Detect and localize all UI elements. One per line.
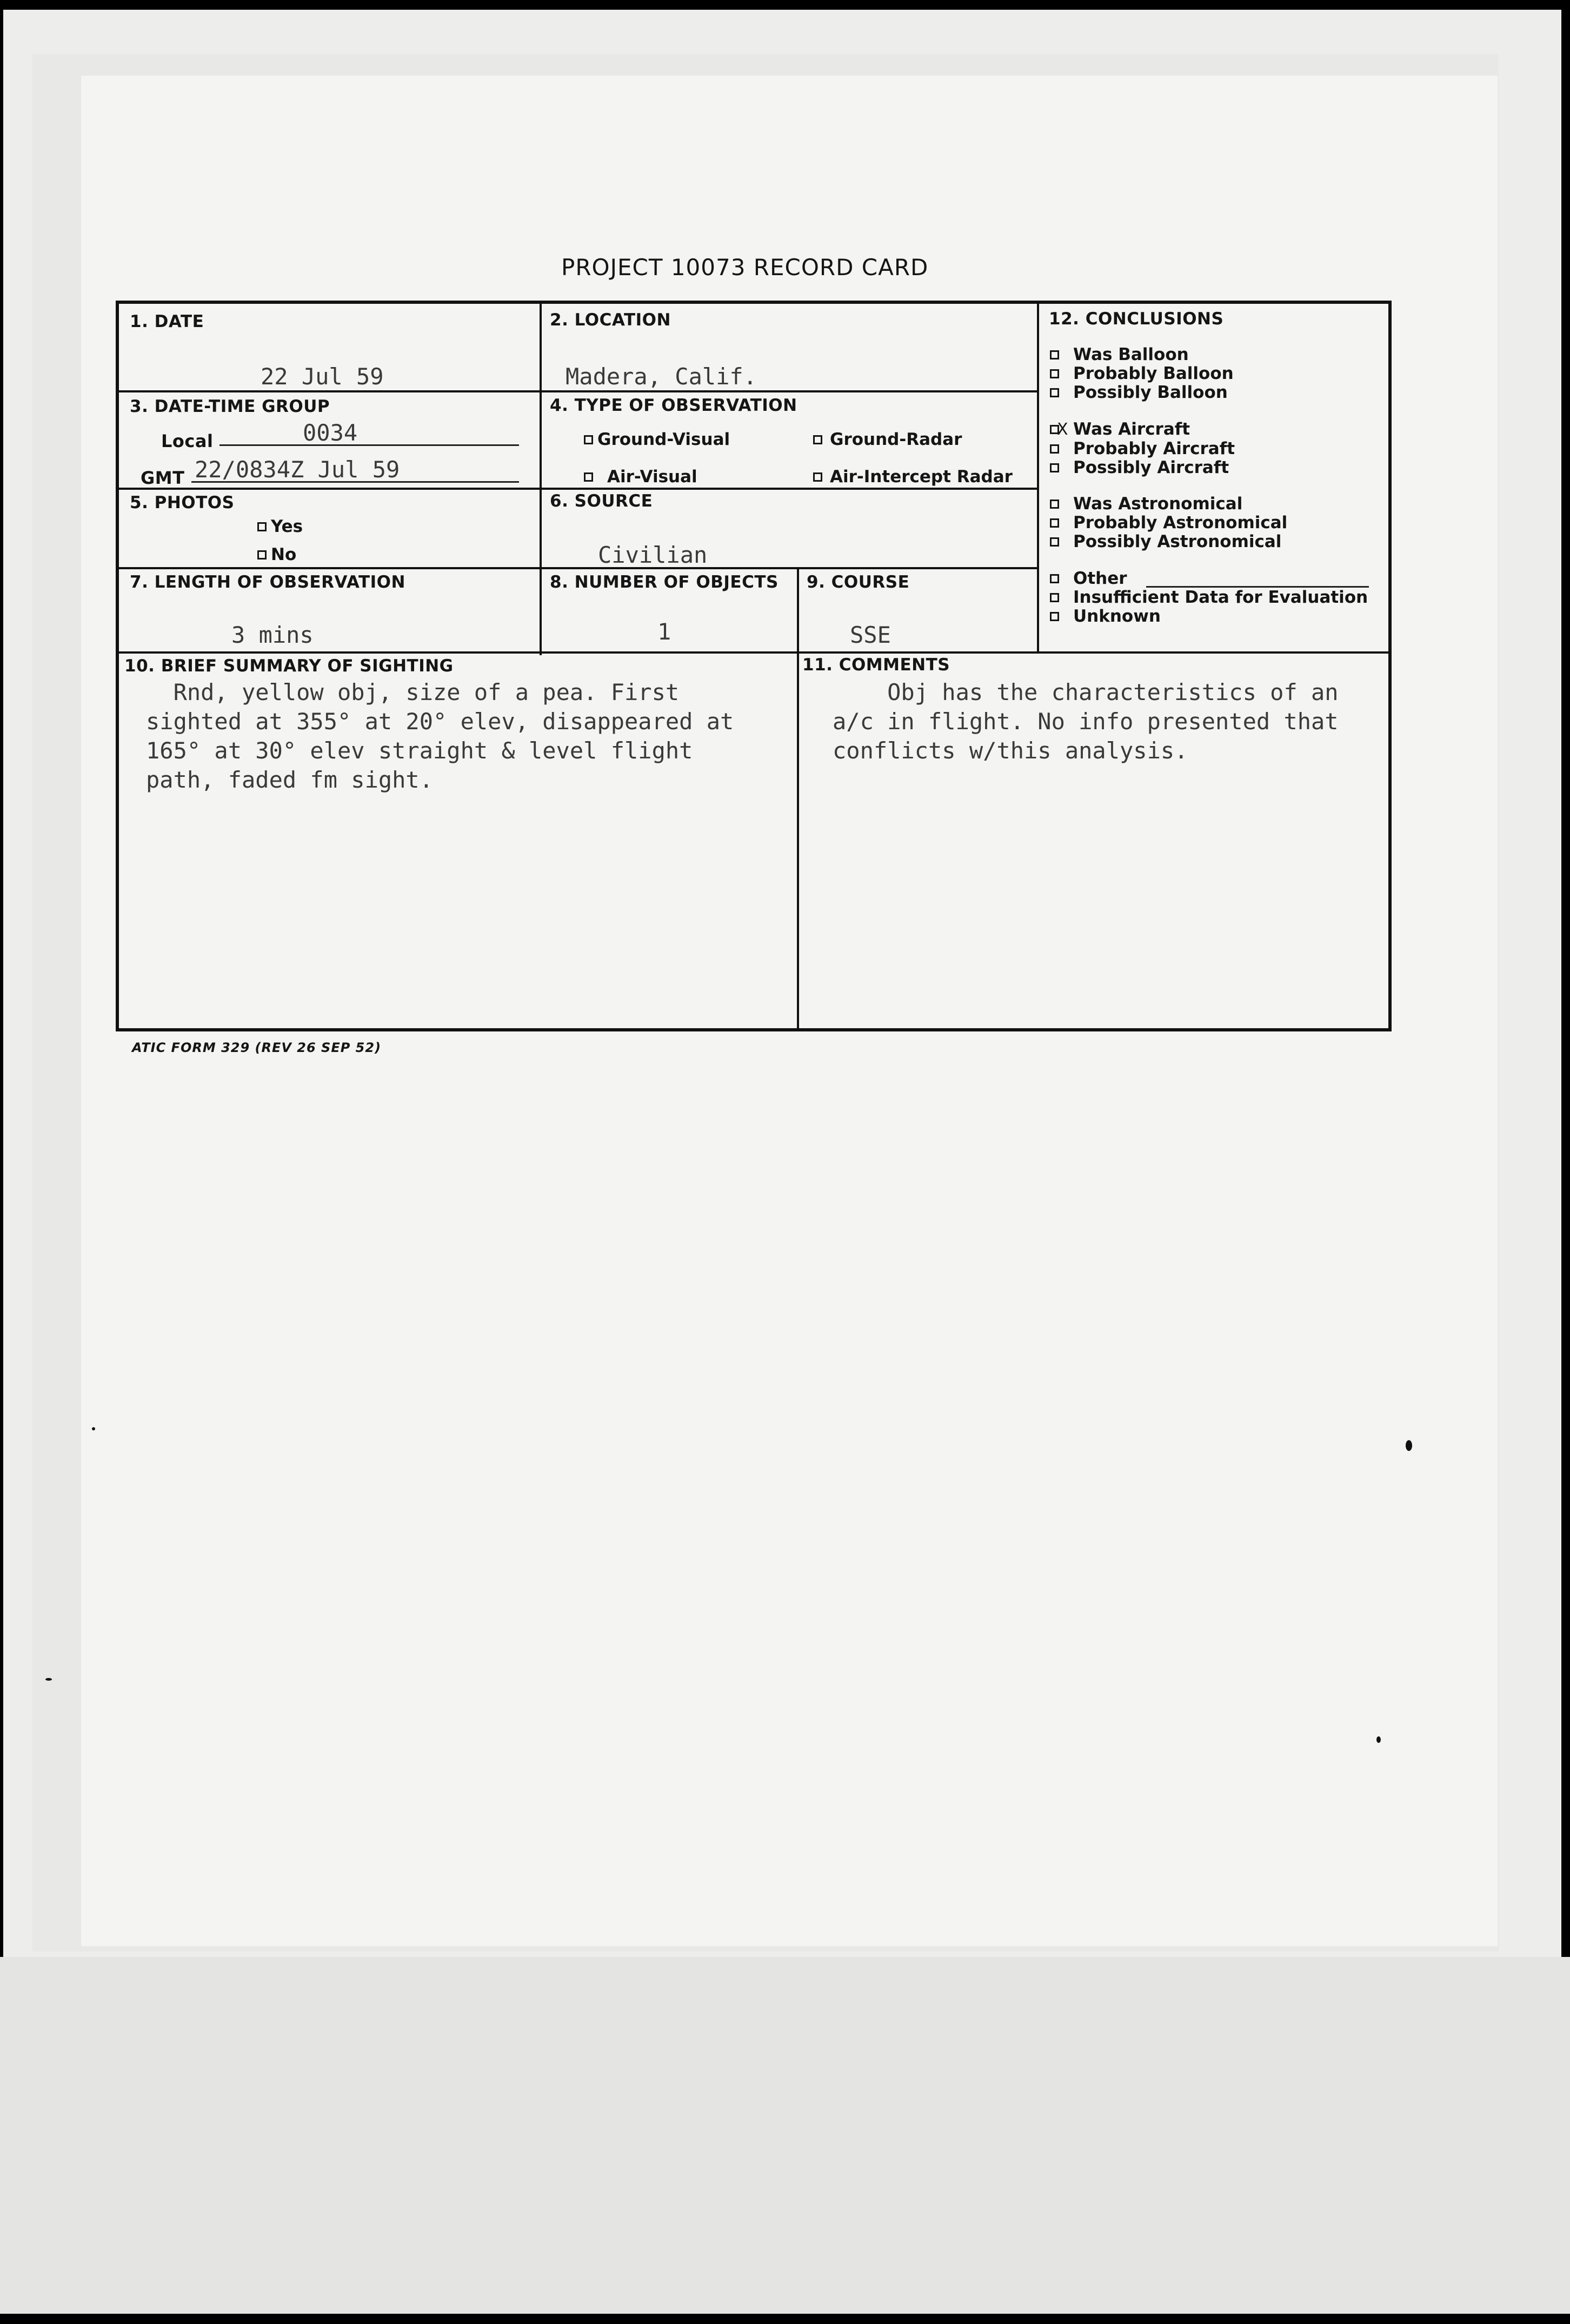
checkbox-air-visual [584,472,593,482]
option-ground-radar-label: Ground-Radar [830,430,962,449]
checkbox-possibly-balloon [1050,388,1059,397]
date-time-group-label: 3. DATE-TIME GROUP [130,397,330,416]
page-title: PROJECT 10073 RECORD CARD [561,254,929,281]
date-label: 1. DATE [130,312,204,331]
conclusion-probably-balloon-label: Probably Balloon [1073,364,1234,383]
number-of-objects-label: 8. NUMBER OF OBJECTS [550,572,779,592]
divider-col-2 [1037,304,1039,651]
divider-col-3 [797,567,799,654]
brief-summary-label: 10. BRIEF SUMMARY OF SIGHTING [124,656,454,676]
option-air-intercept-radar [813,467,1013,487]
scan-speck [1376,1736,1381,1743]
conclusion-insufficient-data-label: Insufficient Data for Evaluation [1073,588,1368,607]
scan-speck [92,1427,95,1430]
divider-row-3 [119,567,1038,569]
checkbox-was-aircraft-checked [1050,425,1059,434]
source-label: 6. SOURCE [550,491,653,511]
scan-speck [1406,1440,1412,1451]
conclusion-other [1050,569,1127,588]
checkbox-was-balloon [1050,350,1059,359]
gmt-label: GMT [141,468,185,488]
number-of-objects-value: 1 [657,618,671,645]
lower-sheet-edge [0,1957,1570,2314]
checkbox-possibly-astronomical [1050,537,1059,547]
type-of-observation-label: 4. TYPE OF OBSERVATION [550,396,797,415]
photos-label: 5. PHOTOS [130,493,235,512]
conclusions-label: 12. CONCLUSIONS [1049,309,1224,329]
comments-line: Obj has the characteristics of an [833,679,1339,705]
conclusion-unknown [1050,607,1161,626]
conclusion-possibly-aircraft [1050,458,1229,477]
brief-summary-text [146,678,734,795]
conclusion-probably-balloon [1050,364,1234,383]
checkbox-unknown [1050,612,1059,621]
conclusion-probably-astronomical [1050,513,1287,532]
option-ground-radar [813,430,962,449]
divider-row-1 [119,390,1038,392]
local-label: Local [161,431,214,451]
length-of-observation-label: 7. LENGTH OF OBSERVATION [130,572,405,592]
scan-speck [45,1678,52,1681]
option-ground-visual [584,430,730,449]
gmt-value: 22/0834Z Jul 59 [195,456,400,483]
divider-row-4 [119,651,1389,654]
location-label: 2. LOCATION [550,310,671,330]
conclusion-possibly-aircraft-label: Possibly Aircraft [1073,458,1229,477]
conclusion-other-label: Other [1073,569,1127,588]
checkbox-air-intercept-radar [813,472,822,482]
comments-line: a/c in flight. No info presented that [833,708,1339,735]
divider-col-1 [540,304,542,655]
brief-summary-line: Rnd, yellow obj, size of a pea. First [146,679,680,705]
option-photos-yes [257,517,303,536]
location-value: Madera, Calif. [566,363,757,390]
divider-row-2 [119,488,1038,490]
conclusion-probably-aircraft-label: Probably Aircraft [1073,439,1235,458]
option-photos-no-label: No [271,545,297,564]
comments-label: 11. COMMENTS [802,655,950,675]
conclusion-was-astronomical-label: Was Astronomical [1073,494,1243,514]
option-photos-no [257,545,296,564]
conclusion-possibly-balloon [1050,383,1228,402]
checkbox-photos-yes [257,522,267,531]
conclusion-possibly-balloon-label: Possibly Balloon [1073,383,1228,402]
checkbox-probably-aircraft [1050,444,1059,454]
conclusion-was-balloon-label: Was Balloon [1073,345,1189,364]
checkbox-probably-balloon [1050,369,1059,378]
brief-summary-line: sighted at 355° at 20° elev, disappeared at [146,708,734,735]
option-air-visual-label: Air-Visual [607,467,697,487]
date-value: 22 Jul 59 [261,363,384,390]
comments-text [833,678,1339,765]
conclusion-insufficient-data [1050,588,1368,607]
conclusion-possibly-astronomical-label: Possibly Astronomical [1073,532,1282,551]
local-value: 0034 [303,419,358,446]
checkbox-insufficient-data [1050,593,1059,602]
checkbox-ground-visual [584,435,593,444]
option-air-visual [584,467,697,487]
conclusion-was-aircraft [1050,419,1190,439]
checkbox-other [1050,574,1059,583]
conclusion-probably-aircraft [1050,439,1235,458]
conclusion-was-balloon [1050,345,1189,364]
conclusion-was-astronomical [1050,494,1242,514]
checkbox-probably-astronomical [1050,518,1059,528]
form-id: ATIC FORM 329 (REV 26 SEP 52) [132,1040,382,1055]
checkbox-photos-no [257,550,267,560]
course-value: SSE [850,622,891,648]
record-card [116,301,1392,1031]
conclusion-unknown-label: Unknown [1073,607,1161,626]
comments-line: conflicts w/this analysis. [833,737,1188,764]
checkbox-was-astronomical [1050,500,1059,509]
local-underline [219,444,519,446]
conclusion-possibly-astronomical [1050,532,1281,551]
checkbox-possibly-aircraft [1050,463,1059,472]
divider-col-4 [797,651,799,1030]
brief-summary-line: 165° at 30° elev straight & level flight [146,737,693,764]
option-air-intercept-radar-label: Air-Intercept Radar [830,467,1013,487]
conclusion-probably-astronomical-label: Probably Astronomical [1073,513,1288,532]
checkbox-ground-radar [813,435,822,444]
length-of-observation-value: 3 mins [231,622,314,648]
brief-summary-line: path, faded fm sight. [146,767,434,793]
conclusion-was-aircraft-label: Was Aircraft [1073,419,1190,439]
course-label: 9. COURSE [807,572,910,592]
option-ground-visual-label: Ground-Visual [597,430,730,449]
source-value: Civilian [598,542,708,568]
option-photos-yes-label: Yes [271,517,303,536]
